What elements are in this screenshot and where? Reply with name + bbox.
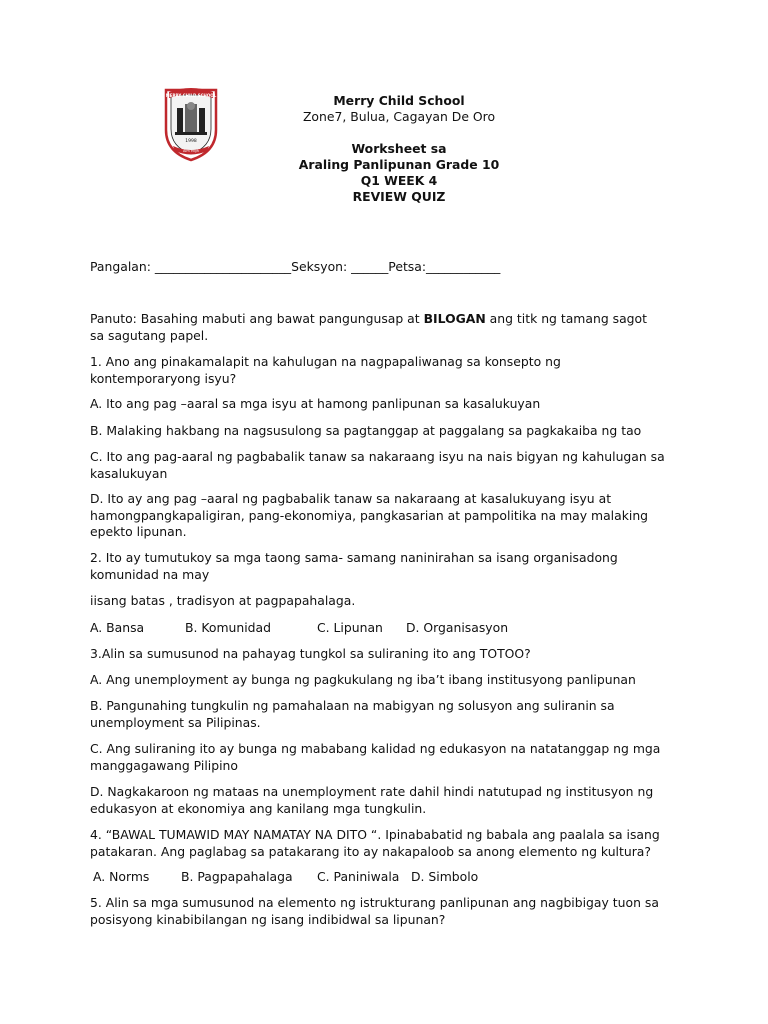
title-line-3: Q1 WEEK 4 <box>360 173 438 188</box>
q2-choices <box>90 620 690 636</box>
question-2-continued: iisang batas , tradisyon at pagpapahalaga. <box>90 593 356 608</box>
instructions-text-end: ang titk ng tamang sagot sa sagutang papel. <box>90 311 647 343</box>
question-4: 4. “BAWAL TUMAWID MAY NAMATAY NA DITO “. Ipinababatid ng babala ang paalala sa isang patakaran. Ang paglabag sa patakarang ito ay nakapaloob sa anong elemento ng kultura? <box>90 827 660 859</box>
q4-choice-d: D. Simbolo <box>411 869 479 884</box>
q4-choice-b: B. Pagpapahalaga <box>181 869 293 884</box>
q1-choice-c: C. Ito ang pag-aaral ng pagbabalik tanaw sa nakaraang isyu na nais bigyan ng kahulugan sa kasalukuyan <box>90 449 665 481</box>
school-logo <box>163 86 219 162</box>
instructions-text: Panuto: Basahing mabuti ang bawat pangungusap at <box>90 311 424 326</box>
q1-choice-d: D. Ito ay ang pag –aaral ng pagbabalik tanaw sa nakaraang at kasalukuyang isyu at hamongpangkapaligiran, pang-ekonomiya, pangkasarian at pampolitika na may malaking epekto lipunan. <box>90 491 649 539</box>
q2-choice-c: C. Lipunan <box>317 620 383 635</box>
q2-choice-b: B. Komunidad <box>185 620 272 635</box>
q3-choice-c: C. Ang suliraning ito ay bunga ng mababang kalidad ng edukasyon na natatanggap ng mga manggagawang Pilipino <box>90 741 661 773</box>
student-info-line: Pangalan: ______________________Seksyon: ______Petsa:____________ <box>90 259 501 274</box>
worksheet-title <box>240 141 558 205</box>
q1-choice-a: A. Ito ang pag –aaral sa mga isyu at hamong panlipunan sa kasalukuyan <box>90 396 541 411</box>
logo-year: 1998 <box>185 139 197 144</box>
question-1: 1. Ano ang pinakamalapit na kahulugan na nagpapaliwanag sa konsepto ng kontemporaryong isyu? <box>90 354 561 386</box>
q2-choice-d: D. Organisasyon <box>406 620 509 635</box>
logo-text: MERRY CHILD SCHOOL <box>165 93 217 98</box>
q3-choice-d: D. Nagkakaroon ng mataas na unemployment rate dahil hindi natutupad ng institusyon ng edukasyon at ekonomiya ang kanilang mga tungkulin. <box>90 784 654 816</box>
question-2: 2. Ito ay tumutukoy sa mga taong sama- samang naninirahan sa isang organisadong komunidad na may <box>90 550 618 582</box>
q4-choices <box>90 869 690 885</box>
q4-choice-a: A. Norms <box>93 869 150 884</box>
logo-motto: Aim High <box>183 149 199 153</box>
q1-choice-b: B. Malaking hakbang na nagsusulong sa pagtanggap at paggalang sa pagkakaiba ng tao <box>90 423 642 438</box>
question-3: 3.Alin sa sumusunod na pahayag tungkol sa suliraning ito ang TOTOO? <box>90 646 531 661</box>
instructions-emphasis: BILOGAN <box>423 311 486 326</box>
q3-choice-b: B. Pangunahing tungkulin ng pamahalaan na mabigyan ng solusyon ang suliranin sa unemployment sa Pilipinas. <box>90 698 615 730</box>
q4-choice-c: C. Paniniwala <box>317 869 400 884</box>
instructions <box>90 311 660 344</box>
school-name: Merry Child School <box>333 93 465 108</box>
school-address: Zone7, Bulua, Cagayan De Oro <box>302 109 496 124</box>
question-5: 5. Alin sa mga sumusunod na elemento ng istrukturang panlipunan ang nagbibigay tuon sa posisyong kinabibilangan ng isang indibidwal sa lipunan? <box>90 895 659 927</box>
title-line-2: Araling Panlipunan Grade 10 <box>298 157 500 172</box>
school-header <box>240 93 558 125</box>
title-line-1: Worksheet sa <box>351 141 447 156</box>
q2-choice-a: A. Bansa <box>90 620 145 635</box>
title-line-4: REVIEW QUIZ <box>352 189 446 204</box>
q3-choice-a: A. Ang unemployment ay bunga ng pagkukulang ng iba’t ibang institusyong panlipunan <box>90 672 636 687</box>
